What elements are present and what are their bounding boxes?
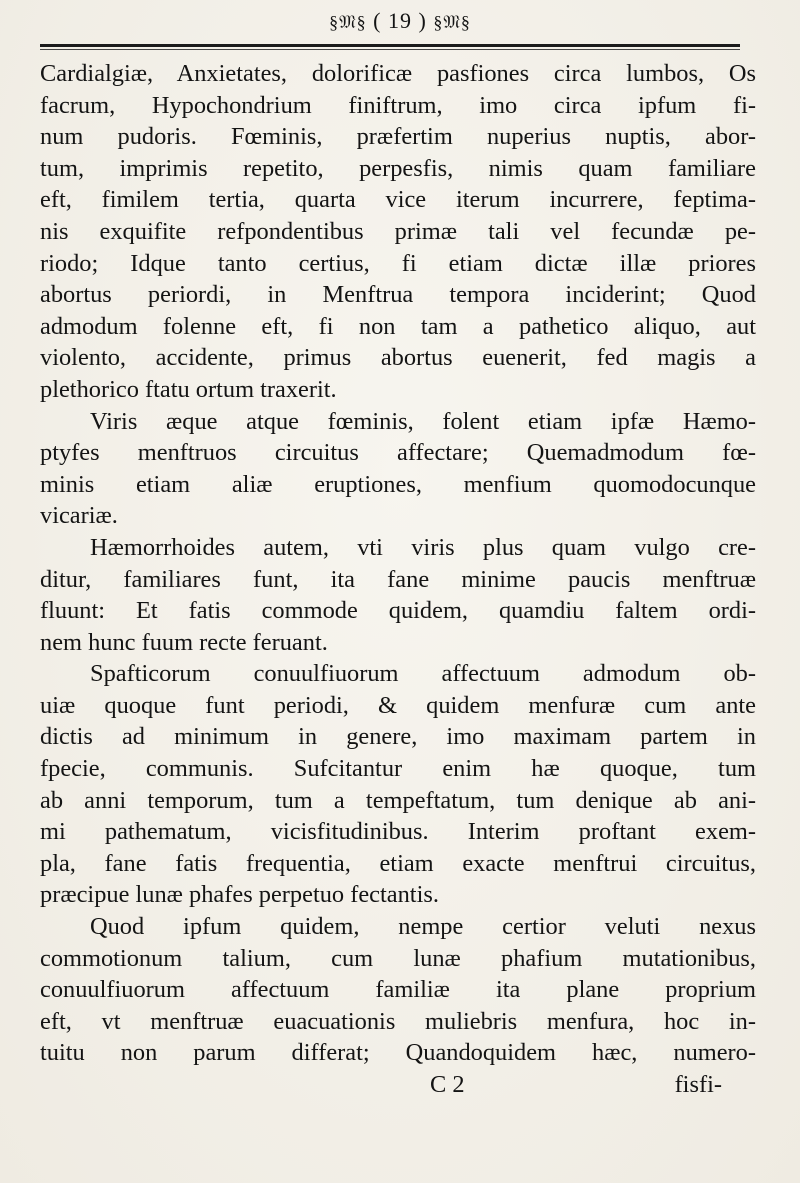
text-line: fpecie, communis. Sufcitantur enim hæ quoque, tum bbox=[40, 755, 756, 783]
header-rule bbox=[40, 44, 740, 47]
text-line: num pudoris. Fœminis, præfertim nuperius nuptis, abor- bbox=[40, 123, 756, 151]
text-line: abortus periordi, in Menftrua tempora inciderint; Quod bbox=[40, 281, 756, 309]
body-text bbox=[40, 58, 756, 1101]
text-line: eft, fimilem tertia, quarta vice iterum incurrere, feptima- bbox=[40, 186, 756, 214]
text-line: violento, accidente, primus abortus euenerit, fed magis a bbox=[40, 344, 756, 372]
text-line: mi pathematum, vicisfitudinibus. Interim proftant exem- bbox=[40, 818, 756, 846]
paragraph-start: Spafticorum conuulfiuorum affectuum admodum ob- bbox=[90, 660, 756, 688]
text-line: eft, vt menftruæ euacuationis muliebris menfura, hoc in- bbox=[40, 1007, 756, 1035]
text-line: minis etiam aliæ eruptiones, menfium quomodocunque bbox=[40, 470, 756, 498]
text-line: tum, imprimis repetito, perpesfis, nimis quam familiare bbox=[40, 154, 756, 182]
text-line: nis exquifite refpondentibus primæ tali vel fecundæ pe- bbox=[40, 217, 756, 245]
text-line: pla, fane fatis frequentia, etiam exacte menftrui circuitus, bbox=[40, 849, 756, 877]
text-line: uiæ quoque funt periodi, & quidem menfuræ cum ante bbox=[40, 691, 756, 719]
text-line: præcipue lunæ phafes perpetuo fectantis. bbox=[40, 881, 439, 909]
header-rule-thin bbox=[40, 49, 740, 50]
text-line: plethorico ftatu ortum traxerit. bbox=[40, 375, 337, 403]
text-line: conuulfiuorum affectuum familiæ ita plane proprium bbox=[40, 976, 756, 1004]
text-line: admodum folenne eft, fi non tam a pathetico aliquo, aut bbox=[40, 312, 756, 340]
text-line: riodo; Idque tanto certius, fi etiam dictæ illæ priores bbox=[40, 249, 756, 277]
text-line: ptyfes menftruos circuitus affectare; Quemadmodum fœ- bbox=[40, 439, 756, 467]
paragraph-start: Quod ipfum quidem, nempe certior veluti nexus bbox=[90, 913, 756, 941]
text-line: ditur, familiares funt, ita fane minime paucis menftruæ bbox=[40, 565, 756, 593]
text-line: fluunt: Et fatis commode quidem, quamdiu faltem ordi- bbox=[40, 597, 756, 625]
running-header bbox=[0, 8, 800, 34]
text-line: ab anni temporum, tum a tempeftatum, tum denique ab ani- bbox=[40, 786, 756, 814]
text-line: dictis ad minimum in genere, imo maximam partem in bbox=[40, 723, 756, 751]
text-line: nem hunc fuum recte feruant. bbox=[40, 628, 328, 656]
footer-line bbox=[40, 1069, 756, 1101]
catchword: fisfi- bbox=[674, 1071, 722, 1098]
paragraph-start: Hæmorrhoides autem, vti viris plus quam vulgo cre- bbox=[90, 533, 756, 561]
text-line: tuitu non parum differat; Quandoquidem hæc, numero- bbox=[40, 1039, 756, 1067]
text-line: Cardialgiæ, Anxietates, dolorificæ pasfiones circa lumbos, Os bbox=[40, 60, 756, 87]
text-line: commotionum talium, cum lunæ phafium mutationibus, bbox=[40, 944, 756, 972]
signature-mark: C 2 bbox=[430, 1071, 465, 1098]
text-line: vicariæ. bbox=[40, 502, 118, 530]
header-ornament-left: §𝔐§ bbox=[329, 12, 367, 32]
page-number: ( 19 ) bbox=[373, 8, 427, 33]
text-line: facrum, Hypochondrium finiftrum, imo circa ipfum fi- bbox=[40, 91, 756, 119]
paragraph-start: Viris æque atque fœminis, folent etiam ipfæ Hæmo- bbox=[90, 407, 756, 435]
header-ornament-right: §𝔐§ bbox=[433, 12, 471, 32]
